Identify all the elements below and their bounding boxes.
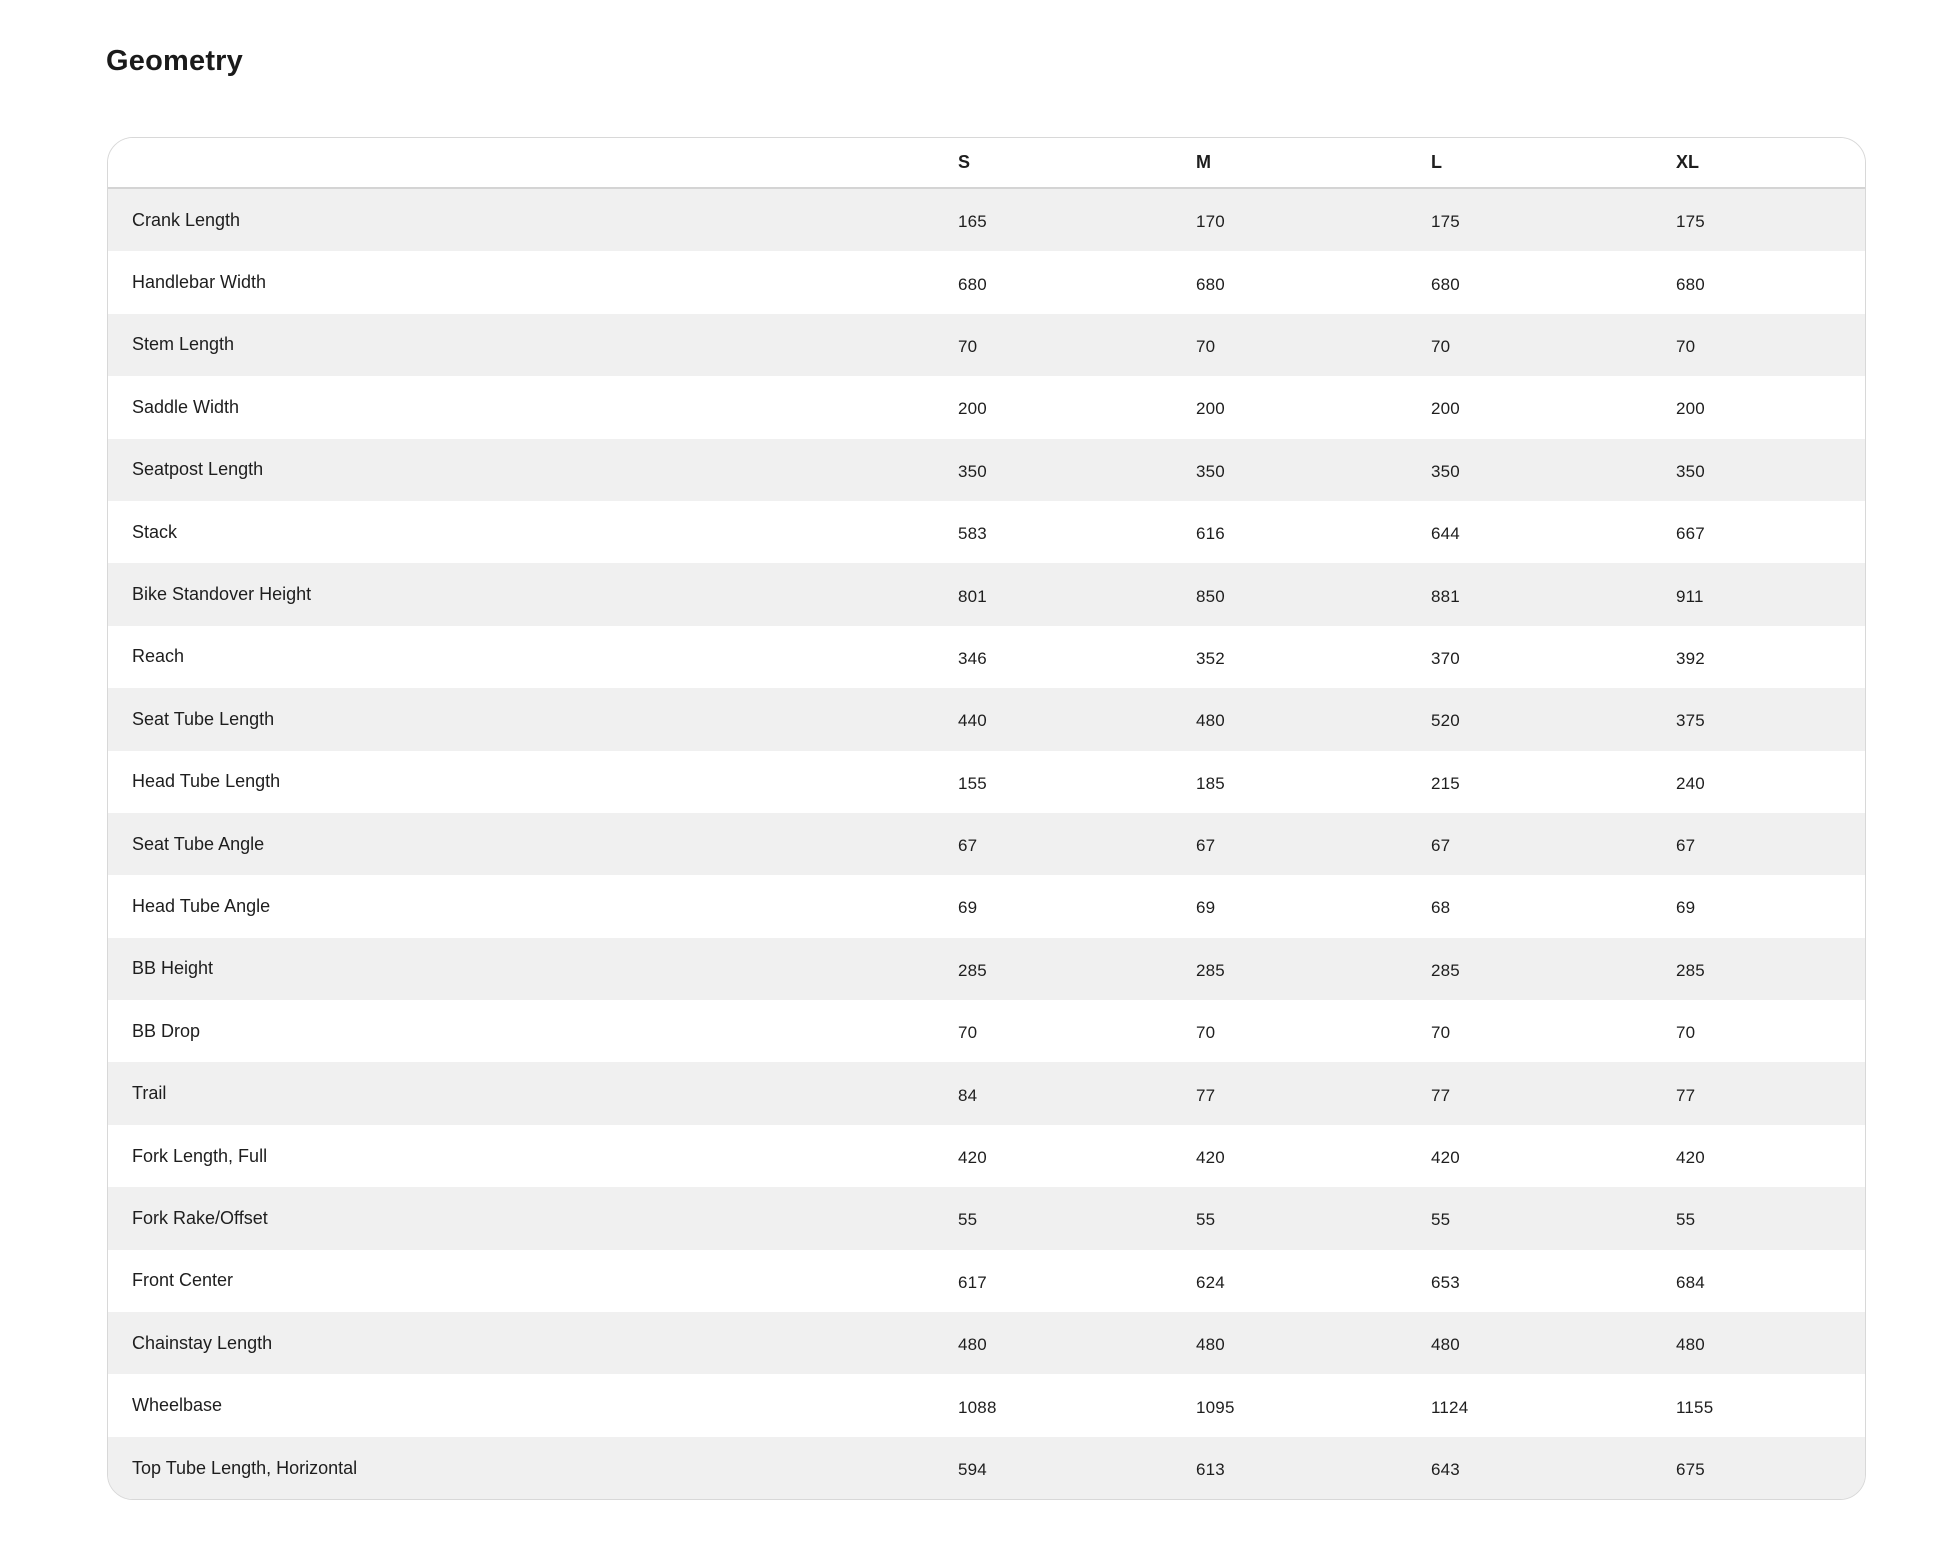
size-column-header-m: M — [1196, 152, 1211, 172]
row-value-l: 77 — [1431, 1085, 1451, 1105]
table-row — [108, 938, 1865, 1000]
row-label: Wheelbase — [132, 1395, 223, 1416]
row-label: Reach — [132, 646, 185, 667]
row-label: Seatpost Length — [132, 459, 264, 480]
table-row — [108, 563, 1865, 625]
row-value-m: 200 — [1196, 399, 1225, 419]
row-value-xl: 67 — [1676, 836, 1696, 856]
row-value-l: 520 — [1431, 711, 1460, 731]
row-value-xl: 911 — [1676, 586, 1704, 606]
row-value-s: 55 — [958, 1210, 978, 1230]
size-column-header-s: S — [958, 152, 971, 172]
row-value-l: 643 — [1431, 1460, 1460, 1479]
row-label: Handlebar Width — [132, 272, 267, 293]
row-value-m: 70 — [1196, 336, 1216, 356]
row-label: Stack — [132, 521, 178, 542]
row-value-xl: 375 — [1676, 711, 1705, 731]
row-value-xl: 420 — [1676, 1148, 1705, 1168]
geometry-table-body — [108, 189, 1865, 1499]
row-value-l: 350 — [1431, 461, 1460, 481]
table-row — [108, 751, 1865, 813]
row-value-l: 70 — [1431, 336, 1451, 356]
row-value-xl: 285 — [1676, 960, 1705, 980]
row-label: Fork Rake/Offset — [132, 1207, 268, 1228]
row-label: Chainstay Length — [132, 1332, 273, 1353]
row-value-s: 350 — [958, 461, 987, 481]
row-value-m: 480 — [1196, 1335, 1225, 1355]
table-row — [108, 1125, 1865, 1187]
row-value-m: 170 — [1196, 212, 1225, 232]
row-value-m: 69 — [1196, 898, 1216, 918]
row-value-s: 285 — [958, 960, 987, 980]
table-row — [108, 376, 1865, 438]
row-value-s: 583 — [958, 524, 987, 544]
table-row — [108, 501, 1865, 563]
row-value-m: 613 — [1196, 1460, 1225, 1479]
table-row — [108, 314, 1865, 376]
table-row — [108, 1374, 1865, 1436]
row-value-xl: 70 — [1676, 336, 1696, 356]
row-value-l: 67 — [1431, 836, 1451, 856]
row-label: Head Tube Angle — [132, 895, 271, 916]
row-value-s: 67 — [958, 836, 978, 856]
row-label: Bike Standover Height — [132, 584, 312, 605]
row-value-s: 594 — [958, 1460, 987, 1479]
row-value-m: 616 — [1196, 524, 1225, 544]
table-row — [108, 1250, 1865, 1312]
row-value-l: 1124 — [1431, 1397, 1469, 1417]
row-value-s: 70 — [958, 336, 978, 356]
row-value-xl: 684 — [1676, 1272, 1705, 1292]
row-label: Seat Tube Angle — [132, 833, 265, 854]
row-value-l: 68 — [1431, 898, 1451, 918]
row-value-xl: 77 — [1676, 1085, 1696, 1105]
row-label: Front Center — [132, 1270, 234, 1291]
table-row — [108, 189, 1865, 251]
row-value-l: 653 — [1431, 1272, 1460, 1292]
size-column-header-l: L — [1431, 152, 1442, 172]
row-value-s: 1088 — [958, 1397, 997, 1417]
row-value-m: 77 — [1196, 1085, 1216, 1105]
row-value-m: 680 — [1196, 274, 1225, 294]
size-column-header-xl: XL — [1676, 152, 1700, 172]
table-row — [108, 251, 1865, 313]
row-value-s: 801 — [958, 586, 987, 606]
row-label: Saddle Width — [132, 396, 240, 417]
geometry-table-header-row — [108, 138, 1865, 189]
row-value-xl: 175 — [1676, 212, 1705, 232]
table-row — [108, 439, 1865, 501]
row-value-s: 155 — [958, 773, 987, 793]
row-label: BB Drop — [132, 1020, 201, 1041]
row-value-m: 67 — [1196, 836, 1216, 856]
geometry-table — [107, 137, 1866, 1500]
row-value-s: 480 — [958, 1335, 987, 1355]
row-value-xl: 667 — [1676, 524, 1705, 544]
table-row — [108, 1312, 1865, 1374]
table-row — [108, 875, 1865, 937]
table-row — [108, 1062, 1865, 1124]
row-value-xl: 70 — [1676, 1023, 1696, 1043]
row-label: Fork Length, Full — [132, 1145, 268, 1166]
row-value-m: 624 — [1196, 1272, 1225, 1292]
table-row — [108, 1437, 1865, 1499]
row-value-s: 440 — [958, 711, 987, 731]
row-value-l: 370 — [1431, 648, 1460, 668]
table-row — [108, 1000, 1865, 1062]
row-value-s: 420 — [958, 1148, 987, 1168]
row-value-l: 55 — [1431, 1210, 1451, 1230]
table-row — [108, 813, 1865, 875]
row-value-m: 352 — [1196, 648, 1225, 668]
row-value-l: 215 — [1431, 773, 1460, 793]
row-value-xl: 680 — [1676, 274, 1705, 294]
row-value-l: 644 — [1431, 524, 1460, 544]
row-value-xl: 55 — [1676, 1210, 1696, 1230]
row-value-m: 185 — [1196, 773, 1225, 793]
row-value-s: 165 — [958, 212, 987, 232]
row-value-l: 480 — [1431, 1335, 1460, 1355]
row-value-l: 680 — [1431, 274, 1460, 294]
row-value-s: 70 — [958, 1023, 978, 1043]
row-label: Seat Tube Length — [132, 708, 275, 729]
row-value-l: 285 — [1431, 960, 1460, 980]
row-label: Trail — [132, 1083, 167, 1104]
row-value-xl: 675 — [1676, 1460, 1705, 1479]
row-value-m: 850 — [1196, 586, 1225, 606]
row-value-m: 55 — [1196, 1210, 1216, 1230]
row-label: Top Tube Length, Horizontal — [132, 1457, 358, 1478]
row-value-m: 285 — [1196, 960, 1225, 980]
row-value-xl: 69 — [1676, 898, 1696, 918]
row-value-xl: 392 — [1676, 648, 1705, 668]
row-value-l: 881 — [1431, 586, 1460, 606]
row-value-l: 420 — [1431, 1148, 1460, 1168]
row-value-s: 680 — [958, 274, 987, 294]
row-value-xl: 350 — [1676, 461, 1705, 481]
row-value-m: 70 — [1196, 1023, 1216, 1043]
row-value-xl: 200 — [1676, 399, 1705, 419]
row-value-s: 346 — [958, 648, 987, 668]
row-value-m: 480 — [1196, 711, 1225, 731]
row-label: Head Tube Length — [132, 771, 281, 792]
row-value-s: 617 — [958, 1272, 987, 1292]
row-label: BB Height — [132, 958, 214, 979]
row-value-m: 1095 — [1196, 1397, 1235, 1417]
table-row — [108, 626, 1865, 688]
row-label: Stem Length — [132, 334, 235, 355]
row-value-s: 84 — [958, 1085, 978, 1105]
row-value-xl: 480 — [1676, 1335, 1705, 1355]
row-value-s: 200 — [958, 399, 987, 419]
row-label: Crank Length — [132, 209, 241, 230]
page-title: Geometry — [106, 45, 243, 77]
row-value-s: 69 — [958, 898, 978, 918]
row-value-xl: 1155 — [1676, 1397, 1714, 1417]
row-value-l: 175 — [1431, 212, 1460, 232]
table-row — [108, 1187, 1865, 1249]
row-value-m: 350 — [1196, 461, 1225, 481]
row-value-xl: 240 — [1676, 773, 1705, 793]
row-value-l: 200 — [1431, 399, 1460, 419]
table-row — [108, 688, 1865, 750]
row-value-m: 420 — [1196, 1148, 1225, 1168]
row-value-l: 70 — [1431, 1023, 1451, 1043]
